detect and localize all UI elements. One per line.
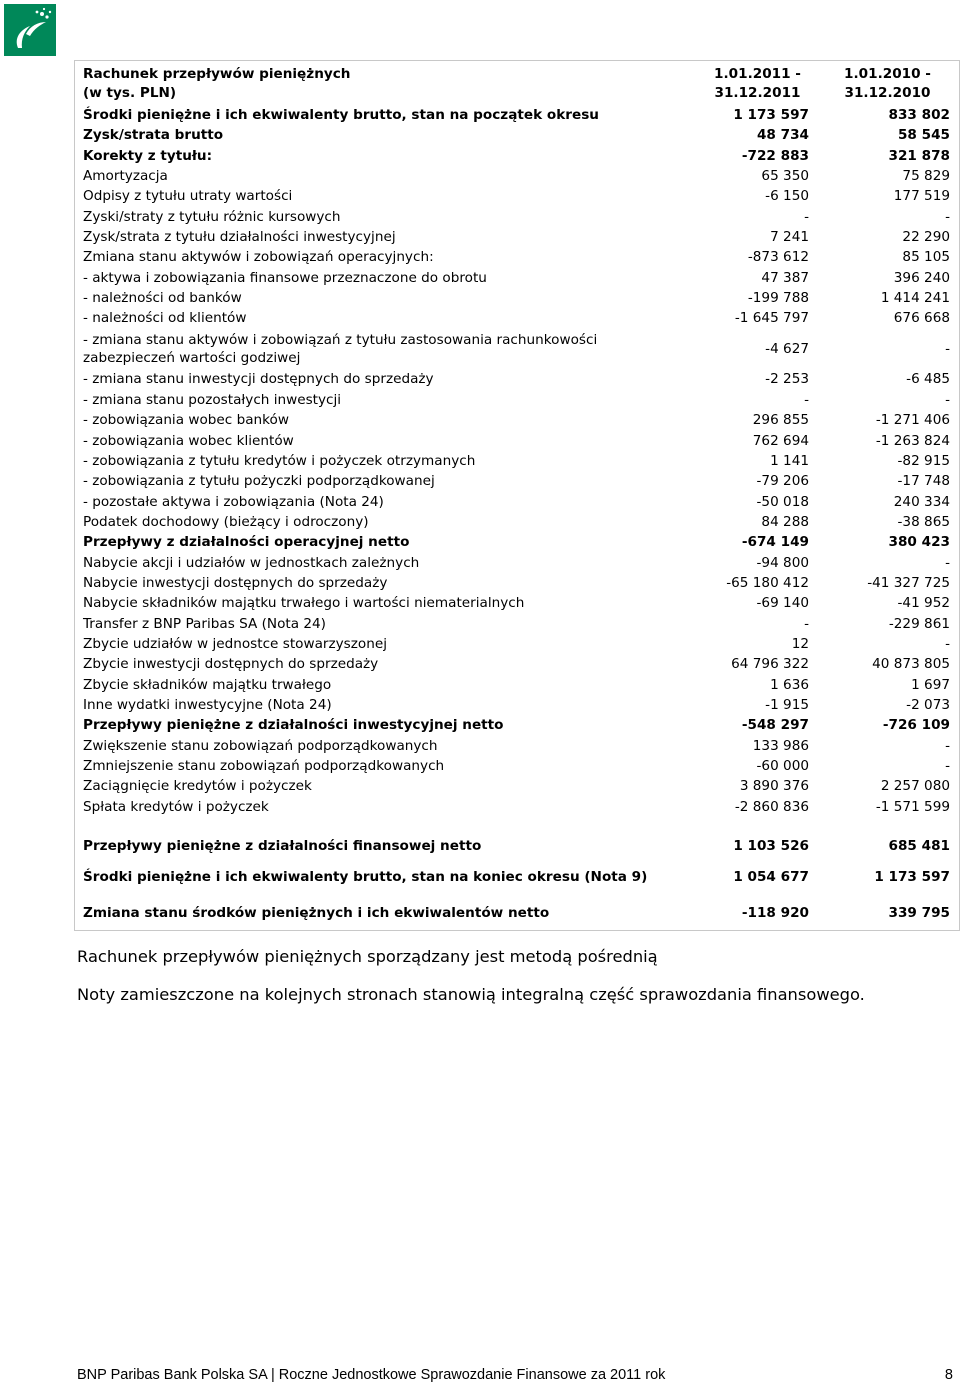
value-2011: 47 387 — [761, 269, 809, 286]
row-label: Przepływy pieniężne z działalności inwestycyjnej netto — [83, 717, 504, 734]
table-row — [76, 410, 959, 430]
table-row — [76, 573, 959, 593]
value-2011: 84 288 — [761, 513, 809, 530]
page-number: 8 — [944, 1367, 953, 1383]
value-2010: - — [945, 554, 950, 571]
value-2011: -50 018 — [756, 493, 809, 510]
value-2011: 64 796 322 — [731, 656, 809, 673]
row-label: Zaciągnięcie kredytów i pożyczek — [83, 778, 312, 795]
row-label: - zmiana stanu aktywów i zobowiązań z tytułu zastosowania rachunkowości zabezpieczeń wartości godziwej — [83, 331, 598, 367]
value-2010: -38 865 — [897, 513, 950, 530]
table-row — [76, 675, 959, 695]
row-label: - zobowiązania wobec banków — [83, 412, 289, 429]
table-row — [76, 593, 959, 613]
value-2011: -1 645 797 — [734, 310, 809, 327]
table-row — [76, 390, 959, 410]
row-label: Środki pieniężne i ich ekwiwalenty brutto, stan na koniec okresu (Nota 9) — [83, 868, 648, 885]
value-2010: 85 105 — [902, 249, 950, 266]
value-2011: 3 890 376 — [739, 778, 809, 795]
row-label: Przepływy z działalności operacyjnej netto — [83, 534, 410, 551]
value-2011: 1 636 — [770, 676, 809, 693]
row-label: Zmniejszenie stanu zobowiązań podporządkowanych — [83, 758, 445, 774]
value-2011: - — [804, 615, 809, 632]
row-label: Zmiana stanu aktywów i zobowiązań operacyjnych: — [83, 249, 434, 266]
value-2010: 75 829 — [902, 168, 950, 185]
value-2011: - — [804, 391, 809, 408]
row-label: - należności od banków — [83, 290, 242, 307]
column-header-2010-line2: 31.12.2010 — [844, 84, 931, 101]
value-2010: 676 668 — [893, 310, 950, 327]
value-2010: 380 423 — [888, 534, 950, 551]
value-2011: -2 253 — [765, 371, 809, 388]
note-method: Rachunek przepływów pieniężnych sporządzany jest metodą pośrednią — [77, 947, 658, 966]
value-2010: - — [945, 758, 950, 774]
table-row — [76, 247, 959, 267]
value-2010: -82 915 — [897, 452, 950, 469]
statement-title-line1: Rachunek przepływów pieniężnych — [83, 66, 351, 82]
row-label: Zysk/strata z tytułu działalności inwestycyjnej — [83, 229, 396, 246]
row-label: Zyski/straty z tytułu różnic kursowych — [83, 208, 341, 225]
value-2011: 762 694 — [752, 432, 809, 449]
value-2011: -722 883 — [741, 147, 809, 164]
table-row — [76, 736, 959, 756]
value-2011: -60 000 — [756, 758, 809, 774]
table-row — [76, 695, 959, 715]
value-2011: -873 612 — [747, 249, 809, 266]
column-header-2011-line1: 1.01.2011 - — [714, 66, 801, 82]
table-row — [76, 654, 959, 674]
row-label: Inne wydatki inwestycyjne (Nota 24) — [83, 696, 332, 713]
table-row — [76, 897, 959, 929]
row-label: - zmiana stanu pozostałych inwestycji — [83, 391, 342, 408]
value-2010: -2 073 — [906, 696, 950, 713]
value-2011: 133 986 — [752, 737, 809, 754]
table-row — [76, 186, 959, 206]
row-label: Nabycie inwestycji dostępnych do sprzedaży — [83, 574, 388, 591]
table-row — [76, 553, 959, 573]
value-2010: -1 571 599 — [875, 798, 950, 815]
row-label: Zbycie składników majątku trwałego — [83, 676, 332, 693]
spacer-cell — [76, 817, 959, 836]
value-2011: 1 054 677 — [733, 868, 809, 885]
table-row — [76, 227, 959, 247]
page-footer — [77, 1367, 957, 1383]
statement-title-line2: (w tys. PLN) — [83, 84, 177, 101]
value-2010: 240 334 — [893, 493, 950, 510]
table-row — [76, 451, 959, 471]
value-2010: -229 861 — [888, 615, 950, 632]
value-2010: 177 519 — [893, 188, 950, 205]
table-row — [76, 776, 959, 796]
value-2010: 22 290 — [902, 229, 950, 246]
value-2011: -94 800 — [756, 554, 809, 571]
table-row — [76, 105, 959, 125]
table-row — [76, 268, 959, 288]
value-2010: - — [945, 391, 950, 408]
table-header-row — [76, 62, 959, 105]
note-integral: Noty zamieszczone na kolejnych stronach stanowią integralną część sprawozdania finansowego. — [77, 985, 865, 1004]
value-2010: - — [945, 635, 950, 652]
value-2010: - — [945, 340, 950, 357]
row-label: - zobowiązania z tytułu pożyczki podporządkowanej — [83, 473, 435, 490]
table-row — [76, 856, 959, 897]
table-row — [76, 715, 959, 735]
table-row — [76, 756, 959, 776]
value-2010: 1 697 — [911, 676, 950, 693]
footer-text: BNP Paribas Bank Polska SA | Roczne Jednostkowe Sprawozdanie Finansowe za 2011 rok — [77, 1367, 666, 1383]
row-label: Zbycie udziałów w jednostce stowarzyszonej — [83, 635, 387, 652]
value-2010: 833 802 — [888, 107, 950, 123]
row-label: Transfer z BNP Paribas SA (Nota 24) — [83, 615, 326, 632]
spacer-row — [76, 817, 959, 836]
value-2011: -4 627 — [765, 340, 809, 357]
table-row — [76, 207, 959, 227]
value-2010: 396 240 — [893, 269, 950, 286]
value-2011: 7 241 — [770, 229, 809, 246]
table-row — [76, 471, 959, 491]
column-header-2010 — [818, 62, 959, 105]
value-2010: 58 545 — [897, 127, 950, 144]
value-2010: 1 414 241 — [880, 290, 950, 307]
table-row — [76, 166, 959, 186]
value-2011: -1 915 — [765, 696, 809, 713]
statement-title — [76, 62, 699, 105]
row-label: - zobowiązania z tytułu kredytów i pożyczek otrzymanych — [83, 452, 476, 469]
value-2011: -118 920 — [741, 904, 809, 921]
row-label: - zobowiązania wobec klientów — [83, 432, 294, 449]
row-label: Korekty z tytułu: — [83, 147, 213, 164]
table-row — [76, 125, 959, 145]
value-2010: -1 263 824 — [875, 432, 950, 449]
table-row — [76, 329, 959, 370]
row-label: Nabycie akcji i udziałów w jednostkach zależnych — [83, 554, 420, 571]
value-2010: -726 109 — [882, 717, 950, 734]
row-label: Zmiana stanu środków pieniężnych i ich ekwiwalentów netto — [83, 904, 550, 921]
value-2011: 65 350 — [761, 168, 809, 185]
value-2010: - — [945, 208, 950, 225]
row-label: Nabycie składników majątku trwałego i wartości niematerialnych — [83, 595, 525, 612]
value-2011: 296 855 — [752, 412, 809, 429]
value-2011: -674 149 — [741, 534, 809, 551]
value-2010: 40 873 805 — [872, 656, 950, 673]
value-2011: -2 860 836 — [734, 798, 809, 815]
value-2011: -69 140 — [756, 595, 809, 612]
row-label: Zbycie inwestycji dostępnych do sprzedaży — [83, 656, 379, 673]
table-row — [76, 431, 959, 451]
value-2011: 1 103 526 — [733, 838, 809, 855]
table-row — [76, 369, 959, 389]
table-row — [76, 836, 959, 856]
row-label: Środki pieniężne i ich ekwiwalenty brutto, stan na początek okresu — [83, 107, 599, 123]
value-2011: 12 — [791, 635, 809, 652]
row-label: - zmiana stanu inwestycji dostępnych do sprzedaży — [83, 371, 434, 388]
table-row — [76, 146, 959, 166]
value-2010: 339 795 — [888, 904, 950, 921]
value-2011: - — [804, 208, 809, 225]
table-row — [76, 532, 959, 552]
value-2010: -41 952 — [897, 595, 950, 612]
value-2010: - — [945, 737, 950, 754]
bnp-paribas-logo — [4, 4, 56, 56]
value-2011: -6 150 — [765, 188, 809, 205]
value-2010: -6 485 — [906, 371, 950, 388]
column-header-2010-line1: 1.01.2010 - — [844, 66, 931, 82]
table-row — [76, 308, 959, 328]
value-2010: 2 257 080 — [880, 778, 950, 795]
value-2011: 48 734 — [756, 127, 809, 144]
row-label: Spłata kredytów i pożyczek — [83, 798, 269, 815]
value-2011: 1 141 — [770, 452, 809, 469]
row-label: Podatek dochodowy (bieżący i odroczony) — [83, 513, 369, 530]
value-2011: -79 206 — [756, 473, 809, 490]
table-row — [76, 288, 959, 308]
value-2011: 1 173 597 — [733, 107, 809, 123]
cash-flow-statement-table — [76, 62, 959, 929]
row-label: Amortyzacja — [83, 168, 168, 185]
row-label: Zwiększenie stanu zobowiązań podporządkowanych — [83, 737, 438, 754]
table-row — [76, 512, 959, 532]
value-2011: -199 788 — [747, 290, 809, 307]
value-2010: -1 271 406 — [875, 412, 950, 429]
value-2010: -17 748 — [897, 473, 950, 490]
value-2010: -41 327 725 — [867, 574, 950, 591]
table-row — [76, 797, 959, 817]
row-label: - aktywa i zobowiązania finansowe przeznaczone do obrotu — [83, 269, 487, 286]
column-header-2011 — [699, 62, 818, 105]
value-2010: 321 878 — [888, 147, 950, 164]
row-label: - pozostałe aktywa i zobowiązania (Nota 24) — [83, 493, 384, 510]
value-2011: -548 297 — [741, 717, 809, 734]
row-label: - należności od klientów — [83, 310, 247, 327]
row-label: Odpisy z tytułu utraty wartości — [83, 188, 293, 205]
row-label: Zysk/strata brutto — [83, 127, 224, 144]
column-header-2011-line2: 31.12.2011 — [714, 84, 801, 101]
table-row — [76, 614, 959, 634]
row-label: Przepływy pieniężne z działalności finansowej netto — [83, 838, 482, 855]
value-2010: 685 481 — [888, 838, 950, 855]
value-2011: -65 180 412 — [726, 574, 809, 591]
value-2010: 1 173 597 — [874, 868, 950, 885]
table-row — [76, 492, 959, 512]
table-row — [76, 634, 959, 654]
